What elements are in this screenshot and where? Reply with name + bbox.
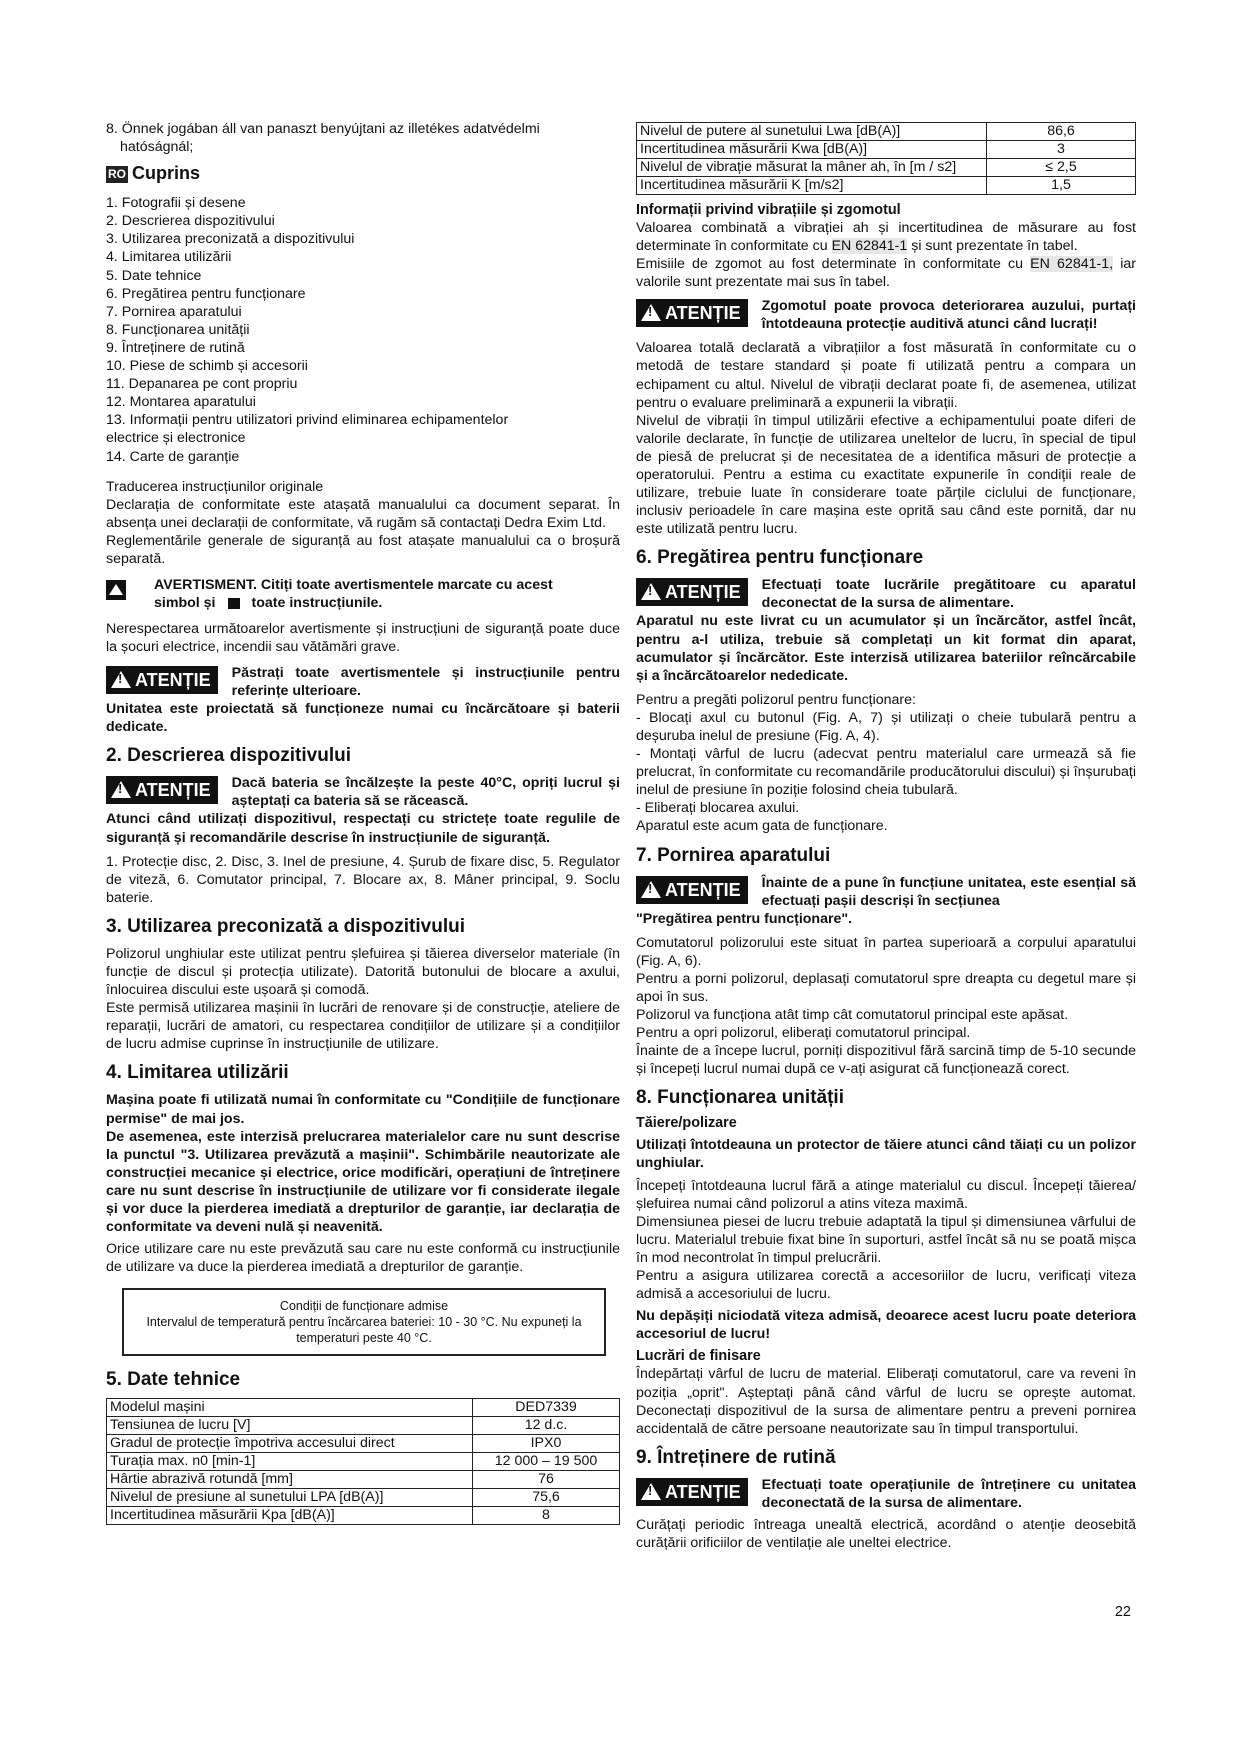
exclamation-triangle-icon <box>641 583 661 600</box>
section-5-heading: 5. Date tehnice <box>106 1369 241 1391</box>
cutting-subheading: Tăiere/polizare <box>636 1115 737 1132</box>
toc-item: 5. Date tehnice <box>106 267 202 284</box>
exclamation-triangle-icon <box>111 671 131 688</box>
operation-paragraph: Începeți întotdeauna lucrul fără a atinge materialul cu discul. Începeți tăierea/șlefuirea numai când polizorul a atins viteza maximă. <box>636 1177 1136 1212</box>
section-9-heading: 9. Întreținere de rutină <box>636 1446 836 1468</box>
left-column <box>106 120 620 1525</box>
battery-note: Unitatea este proiectată să funcționeze numai cu încărcătoare și baterii dedicate. <box>106 701 620 736</box>
page-number: 22 <box>1114 1604 1131 1620</box>
exclamation-triangle-icon <box>111 781 131 798</box>
vibration-paragraph-3: Valoarea totală declarată a vibrațiilor a fost măsurată în conformitate cu o metodă de testare standard și poate fi utilizată pentru a compara un echipament cu altul. Nivelul de vibrații declarat poate fi, de asemenea, utilizat pentru o evaluare preliminară a expunerii la vibrații. <box>636 340 1136 411</box>
table-row: Nivelul de vibrație măsurat la mâner ah, în [m / s2] ≤ 2,5 <box>637 159 1136 177</box>
prep-intro: Pentru a pregăti polizorul pentru funcționare: <box>636 691 916 708</box>
atentie-badge: !ATENȚIE <box>636 876 748 904</box>
table-row: Incertitudinea măsurării K [m/s2] 1,5 <box>637 177 1136 195</box>
table-row: Incertitudinea măsurării Kwa [dB(A)] 3 <box>637 141 1136 159</box>
avertisment-block <box>106 576 620 612</box>
toc-item: 9. Întreținere de rutină <box>106 339 245 356</box>
regulations-paragraph: Reglementările generale de siguranță au fost atașate manualului ca o broșură separată. <box>106 532 620 567</box>
table-row: Nivelul de presiune al sunetului LPA [dB(A)] 75,6 <box>107 1489 620 1507</box>
section-7-heading: 7. Pornirea aparatului <box>636 844 831 866</box>
start-paragraph: Comutatorul polizorului este situat în partea superioară a corpului aparatului (Fig. A, 6). <box>636 934 1136 969</box>
prep-step: - Blocați axul cu butonul (Fig. A, 7) și utilizați o cheie tubulară pentru a deșuruba inelul de presiune (Fig. A, 4). <box>636 709 1136 744</box>
cuprins-title: Cuprins <box>132 163 201 184</box>
cuprins-heading <box>106 162 620 184</box>
operation-paragraph: Dimensiunea piesei de lucru trebuie adaptată la tipul și dimensiunea vârfului de lucru. Materialul trebuie fixat bine în suporturi, astfel încât să nu se poată mișca în mod necontrolat în timpul prelucrării. <box>636 1213 1136 1266</box>
start-paragraph: Înainte de a începe lucrul, porniți dispozitivul fără sarcină timp de 5-10 secunde și începeți lucrul numai după ce v-ați asigurat că funcționează corect. <box>636 1043 1136 1078</box>
table-row: Hârtie abrazivă rotundă [mm] 76 <box>107 1471 620 1489</box>
maintenance-paragraph: Curățați periodic întreaga unealtă electrică, acordând o atenție deosebită curățării orificiilor de ventilație ale uneltei electrice. <box>636 1516 1136 1551</box>
toc-item: 11. Depanarea pe cont propriu <box>106 376 298 393</box>
toc-item: 4. Limitarea utilizării <box>106 249 232 266</box>
operating-conditions-box <box>122 1288 606 1356</box>
vibration-info-title: Informații privind vibrațiile și zgomotul <box>636 202 901 218</box>
atentie-text: Efectuați toate operațiunile de întreținere cu unitatea deconectată de la sursa de alimentare. <box>761 1476 1136 1511</box>
toc-item: 2. Descrierea dispozitivului <box>106 213 275 230</box>
start-paragraph: Polizorul va funcționa atât timp cât comutatorul principal este apăsat. <box>636 1007 1069 1023</box>
finishing-subheading: Lucrări de finisare <box>636 1348 761 1365</box>
start-paragraph: Pentru a opri polizorul, eliberați comutatorul principal. <box>636 1025 971 1042</box>
toc-item: 1. Fotografii și desene <box>106 195 246 212</box>
toc-item: 10. Piese de schimb și accesorii <box>106 358 308 375</box>
exclamation-triangle-icon <box>641 304 661 321</box>
toc-item: 8. Funcționarea unității <box>106 321 250 338</box>
section-8-heading: 8. Funcționarea unității <box>636 1087 844 1109</box>
atentie-text: Înainte de a pune în funcțiune unitatea, este esențial să efectuați pașii descriși în secțiunea <box>761 874 1136 909</box>
atentie-text: Zgomotul poate provoca deteriorarea auzului, purtați întotdeauna protecție auditivă atunci când lucrați! <box>761 298 1136 333</box>
atentie-text: Efectuați toate lucrările pregătitoare cu aparatul deconectat de la sursa de alimentare. <box>761 577 1136 612</box>
table-row: Incertitudinea măsurării Kpa [dB(A)] 8 <box>107 1507 620 1525</box>
atentie-block-3 <box>636 297 1136 333</box>
table-of-contents <box>106 194 620 465</box>
permitted-use-paragraph: Este permisă utilizarea mașinii în lucrări de renovare și de construcție, ateliere de reparații, lucrări de amatori, cu respectarea condițiilor de utilizare și a condițiilor de lucru admise cuprinse în instrucțiunile de utilizare. <box>106 1000 620 1053</box>
hu-item: 8. Önnek jogában áll van panaszt benyújtani az illetékes adatvédelmi <box>106 121 540 137</box>
avertisment-text: AVERTISMENT. Citiți toate avertismentele marcate cu acest simbol și toate instrucțiunile. <box>154 577 553 612</box>
vibration-paragraph-4: Nivelul de vibrații în timpul utilizării efective a echipamentului poate diferi de valorile declarate, în funcție de utilizarea uneltelor de lucru, în special de tipul de piesă de prelucrat și de necesitatea de a identifica măsuri de protecție a operatorului. Pentru a estima cu exactitate expunerile în condiții reale de utilizare, trebuie luate în considerare toate părțile ciclului de funcționare, inclusiv perioadele în care mașina este oprită sau când este pornită, dar nu este utilizată pentru lucru. <box>636 412 1136 538</box>
atentie-text: Dacă bateria se încălzește la peste 40°C, opriți lucrul și așteptați ca bateria să se răcească. <box>231 775 620 810</box>
vibration-paragraph-2: Emisiile de zgomot au fost determinate în conformitate cu EN 62841-1, iar valorile sunt prezentate mai sus în tabel. <box>636 256 1136 291</box>
vibration-data-table <box>636 122 1136 195</box>
cutting-guard-note: Utilizați întotdeauna un protector de tăiere atunci când tăiați cu un polizor unghiular. <box>636 1137 1136 1172</box>
ro-flag-badge: RO <box>108 166 126 181</box>
exclamation-triangle-icon <box>641 1483 661 1500</box>
translation-note: Traducerea instrucțiunilor originale <box>106 478 324 495</box>
prep-ready: Aparatul este acum gata de funcționare. <box>636 818 888 835</box>
limitation-paragraph-3: Orice utilizare care nu este prevăzută sau care nu este conformă cu instrucțiunile de utilizare va duce la pierderea imediată a drepturilor de garanție. <box>106 1241 620 1276</box>
conditions-title: Condiții de funcționare admise <box>279 1299 449 1314</box>
atentie-badge: !ATENȚIE <box>106 666 218 694</box>
limitation-paragraph-2: De asemenea, este interzisă prelucrarea materialelor care nu sunt descrise la punctul "3. Utilizarea prevăzută a mașinii". Schimbările neautorizate ale construcției mecanice și electrice, orice modificări, operațiuni de întreținere care nu sunt descrise în instrucțiunile de utilizare vor fi considerate ilegale și vor duce la pierderea imediată a drepturilor de garanție, iar declarația de conformitate va deveni nulă și neavenită. <box>106 1128 620 1236</box>
table-row: Nivelul de putere al sunetului Lwa [dB(A)] 86,6 <box>637 123 1136 141</box>
limitation-paragraph-1: Mașina poate fi utilizată numai în conformitate cu "Condițiile de funcționare permise" de mai jos. <box>106 1092 620 1127</box>
atentie-block-1 <box>106 664 620 700</box>
vibration-paragraph-1: Valoarea combinată a vibrației ah și incertitudinea de măsurare au fost determinate în conformitate cu EN 62841-1 și sunt prezentate în tabel. <box>636 220 1136 255</box>
safety-rules-note: Atunci când utilizați dispozitivul, respectați cu strictețe toate regulile de siguranță și recomandările descrise în instrucțiunile de siguranță. <box>106 811 620 846</box>
table-row: Modelul mașini DED7339 <box>107 1399 620 1417</box>
conditions-text: Intervalul de temperatură pentru încărcarea bateriei: 10 - 30 °C. Nu expuneți la temperaturi peste 40 °C. <box>146 1315 582 1346</box>
right-column <box>636 122 1136 1552</box>
hu-item-cont: hatóságnál; <box>120 139 194 156</box>
toc-item: 3. Utilizarea preconizată a dispozitivului <box>106 231 355 248</box>
warning-triangle-icon <box>106 580 126 600</box>
atentie-block-5 <box>636 874 1136 910</box>
section-3-heading: 3. Utilizarea preconizată a dispozitivului <box>106 915 465 937</box>
atentie-block-4 <box>636 576 1136 612</box>
tech-data-table <box>106 1398 620 1525</box>
finishing-paragraph: Îndepărtați vârful de lucru de material. Eliberați comutatorul, care va reveni în poziția „oprit". Așteptați până când vârful de lucru se oprește automat. Deconectați dispozitivul de la sursa de alimentare pentru a preveni pornirea accidentală de către persoane neautorizate sau în timpul transportului. <box>636 1366 1136 1437</box>
standard-reference: EN 62841-1 <box>831 238 908 255</box>
toc-item: 14. Carte de garanție <box>106 448 240 465</box>
speed-warning: Nu depășiți niciodată viteza admisă, deoarece acest lucru poate deteriora accesoriul de lucru! <box>636 1308 1136 1343</box>
atentie-badge: !ATENȚIE <box>106 776 218 804</box>
toc-item: 7. Pornirea aparatului <box>106 303 242 320</box>
atentie-block-2 <box>106 774 620 810</box>
parts-list: 1. Protecție disc, 2. Disc, 3. Inel de presiune, 4. Șurub de fixare disc, 5. Regulator de viteză, 6. Comutator principal, 7. Blocare ax, 8. Mâner principal, 9. Soclu baterie. <box>106 853 620 906</box>
exclamation-triangle-icon <box>641 881 661 898</box>
operation-paragraph: Pentru a asigura utilizarea corectă a accesoriilor de lucru, verificați viteza admisă a accesoriului de lucru. <box>636 1268 1136 1303</box>
toc-item: 12. Montarea aparatului <box>106 394 256 411</box>
prep-step: - Montați vârful de lucru (adecvat pentru materialul care urmează să fie prelucrat, în conformitate cu recomandările producătorului discului) și înșurubați inelul de presiune în poziție folosind cheia tubulară. <box>636 746 1136 799</box>
toc-item: 6. Pregătirea pentru funcționare <box>106 285 306 302</box>
toc-item: 13. Informații pentru utilizatori privind eliminarea echipamentelor <box>106 412 509 429</box>
small-warning-icon <box>228 598 240 609</box>
kit-note: Aparatul nu este livrat cu un acumulator și un încărcător, astfel încât, pentru a-l utiliza, trebuie să completați un kit format din aparat, acumulator și încărcător. Este interzisă utilizarea bateriilor reîncărcabile și a încărcătoarelor nededicate. <box>636 613 1136 684</box>
declaration-paragraph: Declarația de conformitate este atașată manualului ca document separat. În absența unei declarații de conformitate, vă rugăm să contactați Dedra Exim Ltd. <box>106 496 620 531</box>
start-paragraph: Pentru a porni polizorul, deplasați comutatorul spre dreapta cu degetul mare și apoi în sus. <box>636 970 1136 1005</box>
prep-reference: "Pregătirea pentru funcționare". <box>636 910 853 927</box>
atentie-text: Păstrați toate avertismentele și instrucțiunile pentru referințe ulterioare. <box>231 665 620 700</box>
table-row: Turația max. n0 [min-1] 12 000 – 19 500 <box>107 1453 620 1471</box>
non-compliance-paragraph: Nerespectarea următoarelor avertismente și instrucțiuni de siguranță poate duce la șocuri electrice, incendii sau vătămări grave. <box>106 621 620 656</box>
prep-step: - Eliberați blocarea axului. <box>636 800 800 817</box>
atentie-block-6 <box>636 1476 1136 1512</box>
section-6-heading: 6. Pregătirea pentru funcționare <box>636 547 924 569</box>
standard-reference: EN 62841-1, <box>1030 256 1114 273</box>
toc-item: electrice și electronice <box>106 430 246 447</box>
section-4-heading: 4. Limitarea utilizării <box>106 1062 289 1084</box>
atentie-badge: !ATENȚIE <box>636 578 748 606</box>
table-row: Gradul de protecție împotriva accesului direct IPX0 <box>107 1435 620 1453</box>
intended-use-paragraph: Polizorul unghiular este utilizat pentru șlefuirea și tăierea diverselor materiale (în funcție de discul și protecția utilizate). Datorită butonului de blocare a axului, înlocuirea discului este ușoară și comodă. <box>106 945 620 999</box>
atentie-badge: !ATENȚIE <box>636 299 748 327</box>
section-2-heading: 2. Descrierea dispozitivului <box>106 745 351 767</box>
table-row: Tensiunea de lucru [V] 12 d.c. <box>107 1417 620 1435</box>
atentie-badge: !ATENȚIE <box>636 1478 748 1506</box>
